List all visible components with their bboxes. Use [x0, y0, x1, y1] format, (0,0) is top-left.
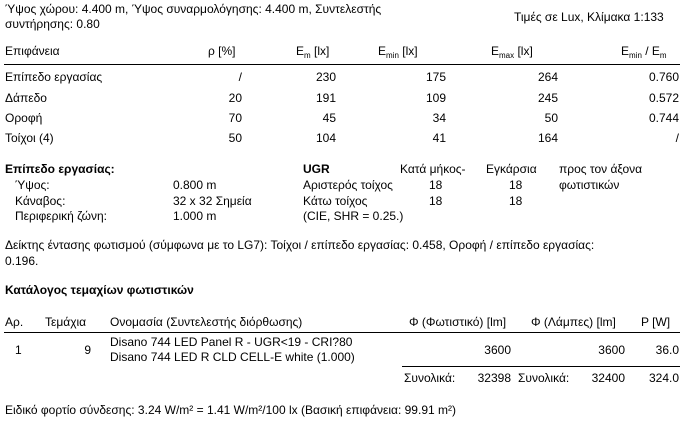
col-header-lamp-flux: Φ (Λάμπες) [lm]: [531, 315, 616, 329]
catalog-row-lum-flux: 3600: [484, 343, 511, 357]
col-header-no: Αρ.: [5, 315, 24, 329]
col-header-name: Ονομασία (Συντελεστής διόρθωσης): [110, 315, 303, 329]
catalog-divider-top: [4, 332, 680, 333]
ugr-left-wall-cross: 18: [509, 178, 523, 192]
surface-rho: /: [238, 70, 242, 84]
totals-lamp-flux: 32400: [591, 371, 625, 385]
col-header-lum-flux: Φ (Φωτιστικό) [lm]: [409, 315, 507, 329]
surface-name: Τοίχοι (4): [5, 131, 54, 145]
surface-name: Επίπεδο εργασίας: [5, 70, 103, 84]
catalog-row-power: 36.0: [655, 343, 679, 357]
surface-ratio: 0.760: [648, 70, 679, 84]
grid-label: Κάναβος:: [15, 194, 66, 208]
surface-emin: 175: [425, 70, 446, 84]
ugr-left-wall-label: Αριστερός τοίχος: [303, 178, 393, 192]
col-header-ratio: $E_{min} / E_m$: [621, 44, 667, 60]
surface-name: Οροφή: [5, 111, 43, 125]
surface-ratio: /: [675, 131, 679, 145]
col-header-emax: $E_{max}$ [lx]: [491, 44, 533, 60]
surface-name: Δάπεδο: [5, 91, 47, 105]
height-label: Ύψος:: [15, 178, 50, 192]
indicator-line-2: 0.196.: [5, 254, 39, 268]
surface-em: 230: [315, 70, 336, 84]
surface-rho: 20: [228, 91, 242, 105]
connected-load-note: Ειδικό φορτίο σύνδεσης: 3.24 W/m² = 1.41 W/m²/100 lx (Βασική επιφάνεια: 99.91 m²): [5, 403, 456, 417]
height-value: 0.800 m: [173, 178, 217, 192]
col-header-rho: ρ [%]: [208, 44, 236, 58]
surface-ratio: 0.744: [648, 111, 679, 125]
catalog-row-no: 1: [15, 343, 22, 357]
surface-emax: 264: [537, 70, 558, 84]
surface-em: 191: [315, 91, 336, 105]
catalog-row-qty: 9: [84, 343, 91, 357]
surface-em: 45: [322, 111, 336, 125]
catalog-divider-bottom: [402, 366, 680, 367]
surface-emax: 245: [537, 91, 558, 105]
totals-label-1: Συνολικά:: [404, 371, 456, 385]
ugr-bottom-wall-cross: 18: [509, 194, 523, 208]
totals-power: 324.0: [648, 371, 679, 385]
surface-emin: 109: [425, 91, 446, 105]
col-header-em: $E_m$ [lx]: [296, 44, 330, 60]
surface-rho: 70: [228, 111, 242, 125]
indicator-line-1: Δείκτης έντασης φωτισμού (σύμφωνα με το LG7): Τοίχοι / επίπεδο εργασίας: 0.458, Οροφή / επίπεδο εργασίας:: [5, 238, 595, 252]
header-line-2: συντήρησης: 0.80: [5, 17, 100, 31]
totals-lum-flux: 32398: [477, 371, 511, 385]
ugr-bottom-wall-label: Κάτω τοίχος: [303, 194, 368, 208]
surface-emin: 34: [432, 111, 446, 125]
catalog-title: Κατάλογος τεμαχίων φωτιστικών: [5, 283, 194, 297]
ugr-note: (CIE, SHR = 0.25.): [303, 209, 404, 223]
surface-emin: 41: [432, 131, 446, 145]
ugr-axis-note-1: προς τον άξονα: [559, 162, 643, 176]
workplane-title: Επίπεδο εργασίας:: [5, 162, 115, 176]
surface-em: 104: [315, 131, 336, 145]
scale-note: Τιμές σε Lux, Κλίμακα 1:133: [514, 10, 664, 24]
ugr-col-cross: Εγκάρσια: [486, 162, 537, 176]
border-value: 1.000 m: [173, 209, 217, 223]
col-header-emin: $E_{min}$ [lx]: [378, 44, 418, 60]
totals-label-2: Συνολικά:: [518, 371, 570, 385]
catalog-row-name-2: Disano 744 LED R CLD CELL-E white (1.000): [110, 350, 355, 364]
ugr-axis-note-2: φωτιστικών: [559, 178, 620, 192]
border-label: Περιφερική ζώνη:: [15, 209, 108, 223]
table-divider: [4, 64, 680, 65]
catalog-row-lamp-flux: 3600: [598, 343, 625, 357]
header-line-1: Ύψος χώρου: 4.400 m, Ύψος συναρμολόγησης: 4.400 m, Συντελεστής: [5, 2, 382, 16]
ugr-title: UGR: [303, 162, 330, 176]
ugr-col-length: Κατά μήκος-: [400, 162, 466, 176]
ugr-bottom-wall-length: 18: [429, 194, 443, 208]
catalog-row-name-1: Disano 744 LED Panel R - UGR<19 - CRI?80: [110, 335, 353, 349]
surface-emax: 50: [544, 111, 558, 125]
ugr-left-wall-length: 18: [429, 178, 443, 192]
surface-emax: 164: [537, 131, 558, 145]
grid-value: 32 x 32 Σημεία: [173, 194, 252, 208]
surface-rho: 50: [228, 131, 242, 145]
col-header-qty: Τεμάχια: [45, 315, 87, 329]
surface-ratio: 0.572: [648, 91, 679, 105]
col-header-surface: Επιφάνεια: [5, 44, 60, 58]
col-header-power: P [W]: [641, 315, 671, 329]
